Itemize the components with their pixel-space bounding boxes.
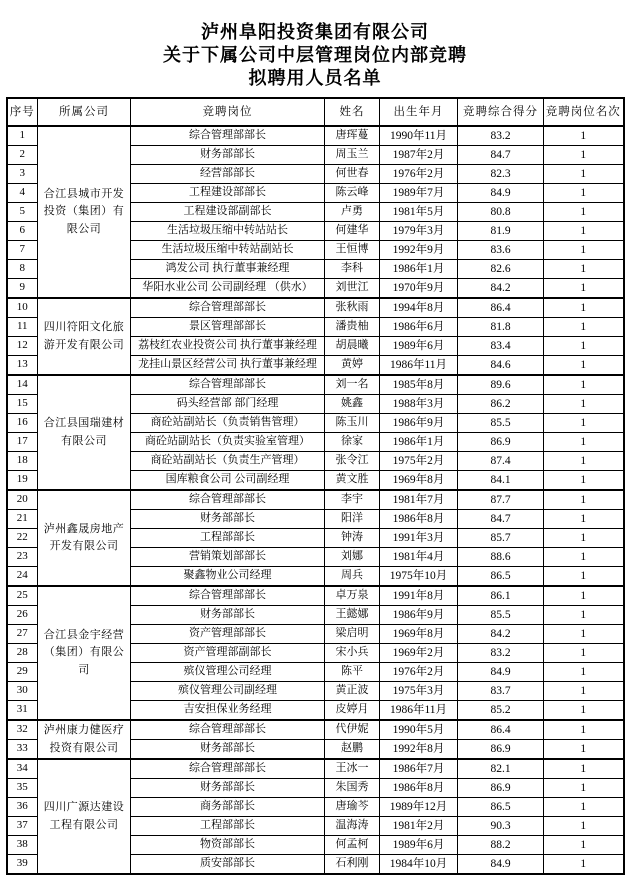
- birth-cell: 1975年2月: [380, 452, 458, 471]
- score-cell: 86.1: [458, 586, 544, 606]
- score-cell: 86.9: [458, 779, 544, 798]
- birth-cell: 1990年11月: [380, 126, 458, 146]
- seq-cell: 22: [7, 529, 38, 548]
- score-cell: 86.4: [458, 720, 544, 740]
- birth-cell: 1988年3月: [380, 395, 458, 414]
- column-header-3: 姓名: [325, 98, 380, 126]
- position-cell: 综合管理部部长: [131, 759, 325, 779]
- position-cell: 商砼站副站长（负责生产管理）: [131, 452, 325, 471]
- rank-cell: 1: [544, 510, 624, 529]
- birth-cell: 1986年8月: [380, 779, 458, 798]
- birth-cell: 1986年7月: [380, 759, 458, 779]
- rank-cell: 1: [544, 414, 624, 433]
- rank-cell: 1: [544, 529, 624, 548]
- name-cell: 胡晨曦: [325, 337, 380, 356]
- column-header-5: 竞聘综合得分: [458, 98, 544, 126]
- name-cell: 王恒博: [325, 241, 380, 260]
- seq-cell: 29: [7, 663, 38, 682]
- company-cell: 泸州康力健医疗投资有限公司: [38, 720, 131, 759]
- rank-cell: 1: [544, 260, 624, 279]
- table-row: [7, 586, 624, 606]
- position-cell: 财务部部长: [131, 779, 325, 798]
- score-cell: 82.3: [458, 165, 544, 184]
- score-cell: 83.7: [458, 682, 544, 701]
- seq-cell: 4: [7, 184, 38, 203]
- rank-cell: 1: [544, 606, 624, 625]
- rank-cell: 1: [544, 720, 624, 740]
- company-cell: 四川符阳文化旅游开发有限公司: [38, 298, 131, 375]
- rank-cell: 1: [544, 682, 624, 701]
- name-cell: 阳洋: [325, 510, 380, 529]
- score-cell: 85.7: [458, 529, 544, 548]
- score-cell: 81.9: [458, 222, 544, 241]
- position-cell: 生活垃圾压缩中转站站长: [131, 222, 325, 241]
- rank-cell: 1: [544, 759, 624, 779]
- score-cell: 84.1: [458, 471, 544, 491]
- name-cell: 唐瑜芩: [325, 798, 380, 817]
- name-cell: 唐珲蔓: [325, 126, 380, 146]
- score-cell: 85.2: [458, 701, 544, 721]
- seq-cell: 30: [7, 682, 38, 701]
- birth-cell: 1986年6月: [380, 318, 458, 337]
- name-cell: 李宇: [325, 490, 380, 510]
- table-header-row: [7, 98, 624, 126]
- position-cell: 综合管理部部长: [131, 720, 325, 740]
- name-cell: 何建华: [325, 222, 380, 241]
- birth-cell: 1981年7月: [380, 490, 458, 510]
- birth-cell: 1987年2月: [380, 146, 458, 165]
- seq-cell: 8: [7, 260, 38, 279]
- company-cell: 泸州鑫晟房地产开发有限公司: [38, 490, 131, 586]
- birth-cell: 1981年4月: [380, 548, 458, 567]
- birth-cell: 1986年9月: [380, 606, 458, 625]
- position-cell: 经营部部长: [131, 165, 325, 184]
- column-header-1: 所属公司: [38, 98, 131, 126]
- rank-cell: 1: [544, 586, 624, 606]
- name-cell: 温海涛: [325, 817, 380, 836]
- seq-cell: 20: [7, 490, 38, 510]
- rank-cell: 1: [544, 798, 624, 817]
- seq-cell: 9: [7, 279, 38, 299]
- position-cell: 工程建设部副部长: [131, 203, 325, 222]
- name-cell: 代伊妮: [325, 720, 380, 740]
- seq-cell: 27: [7, 625, 38, 644]
- name-cell: 王懿娜: [325, 606, 380, 625]
- rank-cell: 1: [544, 395, 624, 414]
- birth-cell: 1986年11月: [380, 356, 458, 376]
- birth-cell: 1991年3月: [380, 529, 458, 548]
- name-cell: 陈玉川: [325, 414, 380, 433]
- score-cell: 86.5: [458, 798, 544, 817]
- rank-cell: 1: [544, 279, 624, 299]
- position-cell: 码头经营部 部门经理: [131, 395, 325, 414]
- position-cell: 工程部部长: [131, 817, 325, 836]
- table-row: [7, 126, 624, 146]
- score-cell: 86.4: [458, 298, 544, 318]
- seq-cell: 23: [7, 548, 38, 567]
- position-cell: 景区管理部部长: [131, 318, 325, 337]
- score-cell: 87.7: [458, 490, 544, 510]
- birth-cell: 1992年8月: [380, 740, 458, 760]
- table-row: [7, 720, 624, 740]
- birth-cell: 1986年1月: [380, 260, 458, 279]
- seq-cell: 32: [7, 720, 38, 740]
- name-cell: 王冰一: [325, 759, 380, 779]
- name-cell: 李科: [325, 260, 380, 279]
- rank-cell: 1: [544, 855, 624, 875]
- score-cell: 84.6: [458, 356, 544, 376]
- position-cell: 资产管理部副部长: [131, 644, 325, 663]
- name-cell: 刘世江: [325, 279, 380, 299]
- seq-cell: 35: [7, 779, 38, 798]
- title-line-2: 关于下属公司中层管理岗位内部竞聘: [163, 45, 467, 65]
- rank-cell: 1: [544, 452, 624, 471]
- seq-cell: 38: [7, 836, 38, 855]
- score-cell: 85.5: [458, 414, 544, 433]
- name-cell: 何孟柯: [325, 836, 380, 855]
- seq-cell: 15: [7, 395, 38, 414]
- name-cell: 刘娜: [325, 548, 380, 567]
- table-row: [7, 759, 624, 779]
- seq-cell: 3: [7, 165, 38, 184]
- birth-cell: 1975年10月: [380, 567, 458, 587]
- seq-cell: 34: [7, 759, 38, 779]
- score-cell: 81.8: [458, 318, 544, 337]
- name-cell: 张令江: [325, 452, 380, 471]
- rank-cell: 1: [544, 740, 624, 760]
- rank-cell: 1: [544, 836, 624, 855]
- position-cell: 商务部部长: [131, 798, 325, 817]
- position-cell: 资产管理部部长: [131, 625, 325, 644]
- position-cell: 财务部部长: [131, 606, 325, 625]
- birth-cell: 1994年8月: [380, 298, 458, 318]
- rank-cell: 1: [544, 146, 624, 165]
- name-cell: 黄正波: [325, 682, 380, 701]
- score-cell: 80.8: [458, 203, 544, 222]
- rank-cell: 1: [544, 779, 624, 798]
- position-cell: 物资部部长: [131, 836, 325, 855]
- seq-cell: 18: [7, 452, 38, 471]
- table-row: [7, 375, 624, 395]
- rank-cell: 1: [544, 663, 624, 682]
- rank-cell: 1: [544, 203, 624, 222]
- position-cell: 综合管理部部长: [131, 490, 325, 510]
- rank-cell: 1: [544, 337, 624, 356]
- name-cell: 张秋雨: [325, 298, 380, 318]
- name-cell: 卓万泉: [325, 586, 380, 606]
- company-cell: 合江县城市开发投资（集团）有限公司: [38, 126, 131, 298]
- rank-cell: 1: [544, 701, 624, 721]
- birth-cell: 1986年8月: [380, 510, 458, 529]
- position-cell: 财务部部长: [131, 740, 325, 760]
- rank-cell: 1: [544, 567, 624, 587]
- name-cell: 陈云峰: [325, 184, 380, 203]
- score-cell: 86.2: [458, 395, 544, 414]
- position-cell: 营销策划部部长: [131, 548, 325, 567]
- column-header-4: 出生年月: [380, 98, 458, 126]
- score-cell: 85.5: [458, 606, 544, 625]
- position-cell: 综合管理部部长: [131, 375, 325, 395]
- position-cell: 荔枝红农业投资公司 执行董事兼经理: [131, 337, 325, 356]
- name-cell: 周兵: [325, 567, 380, 587]
- seq-cell: 31: [7, 701, 38, 721]
- birth-cell: 1970年9月: [380, 279, 458, 299]
- rank-cell: 1: [544, 548, 624, 567]
- title-line-1: 泸州阜阳投资集团有限公司: [201, 22, 429, 42]
- score-cell: 83.2: [458, 644, 544, 663]
- score-cell: 90.3: [458, 817, 544, 836]
- position-cell: 生活垃圾压缩中转站副站长: [131, 241, 325, 260]
- birth-cell: 1969年8月: [380, 625, 458, 644]
- table-row: [7, 490, 624, 510]
- rank-cell: 1: [544, 375, 624, 395]
- birth-cell: 1979年3月: [380, 222, 458, 241]
- column-header-2: 竞聘岗位: [131, 98, 325, 126]
- company-cell: 合江县金宇经营（集团）有限公司: [38, 586, 131, 720]
- score-cell: 84.9: [458, 663, 544, 682]
- seq-cell: 21: [7, 510, 38, 529]
- birth-cell: 1989年7月: [380, 184, 458, 203]
- name-cell: 刘一名: [325, 375, 380, 395]
- rank-cell: 1: [544, 165, 624, 184]
- rank-cell: 1: [544, 490, 624, 510]
- name-cell: 赵鹏: [325, 740, 380, 760]
- seq-cell: 16: [7, 414, 38, 433]
- birth-cell: 1969年8月: [380, 471, 458, 491]
- birth-cell: 1990年5月: [380, 720, 458, 740]
- score-cell: 82.1: [458, 759, 544, 779]
- position-cell: 工程部部长: [131, 529, 325, 548]
- rank-cell: 1: [544, 644, 624, 663]
- position-cell: 质安部部长: [131, 855, 325, 875]
- position-cell: 工程建设部部长: [131, 184, 325, 203]
- score-cell: 84.2: [458, 279, 544, 299]
- seq-cell: 11: [7, 318, 38, 337]
- rank-cell: 1: [544, 298, 624, 318]
- rank-cell: 1: [544, 241, 624, 260]
- name-cell: 潘贵柚: [325, 318, 380, 337]
- seq-cell: 17: [7, 433, 38, 452]
- seq-cell: 12: [7, 337, 38, 356]
- score-cell: 89.6: [458, 375, 544, 395]
- column-header-6: 竞聘岗位名次: [544, 98, 624, 126]
- birth-cell: 1989年6月: [380, 836, 458, 855]
- company-cell: 合江县国瑞建材有限公司: [38, 375, 131, 490]
- seq-cell: 24: [7, 567, 38, 587]
- score-cell: 86.5: [458, 567, 544, 587]
- birth-cell: 1986年9月: [380, 414, 458, 433]
- title-line-3: 拟聘用人员名单: [248, 68, 382, 88]
- seq-cell: 14: [7, 375, 38, 395]
- birth-cell: 1984年10月: [380, 855, 458, 875]
- birth-cell: 1989年12月: [380, 798, 458, 817]
- seq-cell: 13: [7, 356, 38, 376]
- position-cell: 综合管理部部长: [131, 298, 325, 318]
- position-cell: 综合管理部部长: [131, 586, 325, 606]
- birth-cell: 1991年8月: [380, 586, 458, 606]
- birth-cell: 1989年6月: [380, 337, 458, 356]
- rank-cell: 1: [544, 126, 624, 146]
- score-cell: 87.4: [458, 452, 544, 471]
- company-cell: 四川广源达建设工程有限公司: [38, 759, 131, 874]
- personnel-table: [6, 97, 625, 875]
- seq-cell: 5: [7, 203, 38, 222]
- position-cell: 聚鑫物业公司经理: [131, 567, 325, 587]
- name-cell: 钟涛: [325, 529, 380, 548]
- name-cell: 姚鑫: [325, 395, 380, 414]
- rank-cell: 1: [544, 471, 624, 491]
- rank-cell: 1: [544, 184, 624, 203]
- seq-cell: 7: [7, 241, 38, 260]
- position-cell: 商砼站副站长（负责销售管理）: [131, 414, 325, 433]
- seq-cell: 36: [7, 798, 38, 817]
- seq-cell: 39: [7, 855, 38, 875]
- document-title: [0, 0, 630, 90]
- score-cell: 84.9: [458, 184, 544, 203]
- rank-cell: 1: [544, 318, 624, 337]
- birth-cell: 1976年2月: [380, 165, 458, 184]
- seq-cell: 2: [7, 146, 38, 165]
- name-cell: 皮婷月: [325, 701, 380, 721]
- seq-cell: 26: [7, 606, 38, 625]
- seq-cell: 33: [7, 740, 38, 760]
- score-cell: 86.9: [458, 433, 544, 452]
- rank-cell: 1: [544, 817, 624, 836]
- score-cell: 84.2: [458, 625, 544, 644]
- name-cell: 石利刚: [325, 855, 380, 875]
- position-cell: 殡仪管理公司副经理: [131, 682, 325, 701]
- position-cell: 财务部部长: [131, 510, 325, 529]
- birth-cell: 1976年2月: [380, 663, 458, 682]
- birth-cell: 1985年8月: [380, 375, 458, 395]
- position-cell: 综合管理部部长: [131, 126, 325, 146]
- birth-cell: 1981年2月: [380, 817, 458, 836]
- score-cell: 88.6: [458, 548, 544, 567]
- rank-cell: 1: [544, 433, 624, 452]
- birth-cell: 1992年9月: [380, 241, 458, 260]
- name-cell: 徐家: [325, 433, 380, 452]
- position-cell: 财务部部长: [131, 146, 325, 165]
- name-cell: 梁启明: [325, 625, 380, 644]
- score-cell: 86.9: [458, 740, 544, 760]
- rank-cell: 1: [544, 356, 624, 376]
- score-cell: 83.6: [458, 241, 544, 260]
- position-cell: 龙挂山景区经营公司 执行董事兼经理: [131, 356, 325, 376]
- birth-cell: 1986年11月: [380, 701, 458, 721]
- column-header-0: 序号: [7, 98, 38, 126]
- name-cell: 黄文胜: [325, 471, 380, 491]
- rank-cell: 1: [544, 222, 624, 241]
- position-cell: 吉安担保业务经理: [131, 701, 325, 721]
- name-cell: 黄婷: [325, 356, 380, 376]
- position-cell: 鸿发公司 执行董事兼经理: [131, 260, 325, 279]
- seq-cell: 25: [7, 586, 38, 606]
- seq-cell: 19: [7, 471, 38, 491]
- position-cell: 国库粮食公司 公司副经理: [131, 471, 325, 491]
- name-cell: 周玉兰: [325, 146, 380, 165]
- birth-cell: 1975年3月: [380, 682, 458, 701]
- name-cell: 朱国秀: [325, 779, 380, 798]
- table-row: [7, 298, 624, 318]
- birth-cell: 1969年2月: [380, 644, 458, 663]
- score-cell: 84.7: [458, 146, 544, 165]
- position-cell: 殡仪管理公司经理: [131, 663, 325, 682]
- score-cell: 83.2: [458, 126, 544, 146]
- seq-cell: 6: [7, 222, 38, 241]
- birth-cell: 1981年5月: [380, 203, 458, 222]
- seq-cell: 10: [7, 298, 38, 318]
- seq-cell: 37: [7, 817, 38, 836]
- seq-cell: 1: [7, 126, 38, 146]
- position-cell: 商砼站副站长（负责实验室管理）: [131, 433, 325, 452]
- score-cell: 84.9: [458, 855, 544, 875]
- score-cell: 83.4: [458, 337, 544, 356]
- score-cell: 88.2: [458, 836, 544, 855]
- name-cell: 卢勇: [325, 203, 380, 222]
- name-cell: 何世春: [325, 165, 380, 184]
- position-cell: 华阳水业公司 公司副经理 （供水）: [131, 279, 325, 299]
- name-cell: 陈平: [325, 663, 380, 682]
- birth-cell: 1986年1月: [380, 433, 458, 452]
- score-cell: 84.7: [458, 510, 544, 529]
- rank-cell: 1: [544, 625, 624, 644]
- seq-cell: 28: [7, 644, 38, 663]
- name-cell: 宋小兵: [325, 644, 380, 663]
- score-cell: 82.6: [458, 260, 544, 279]
